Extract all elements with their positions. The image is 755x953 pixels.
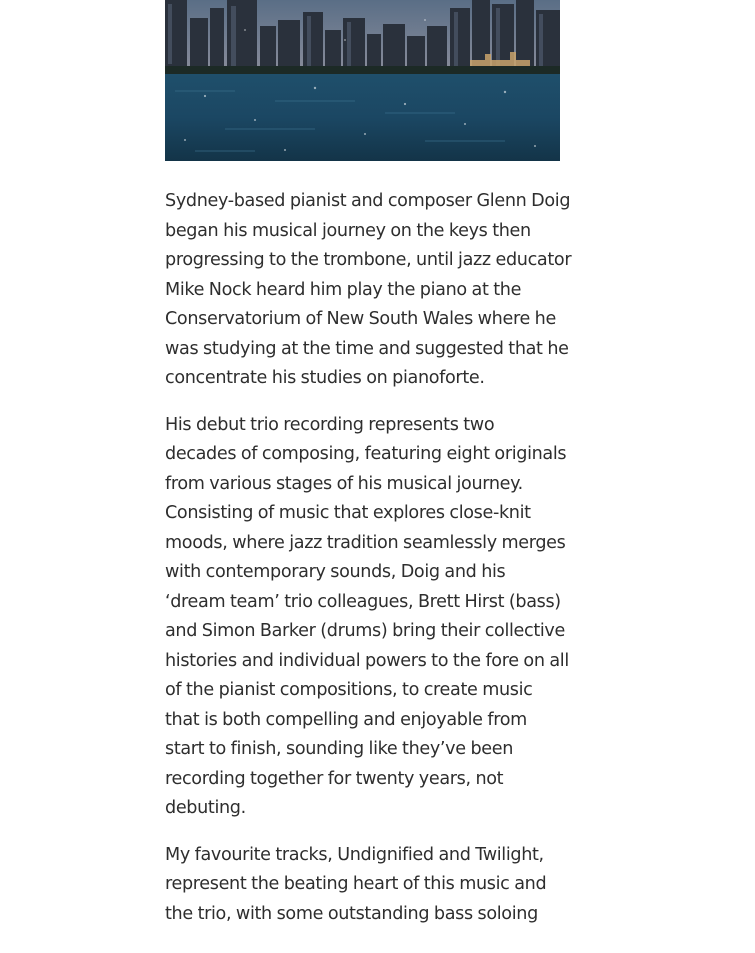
- hero-image: [165, 0, 560, 161]
- article-body: [165, 0, 585, 946]
- sydney-harbour-skyline-photo: [165, 0, 560, 161]
- paragraph-debut-trio: His debut trio recording represents two decades of composing, featuring eight originals from various stages of his musical journey. Consisting of music that explores close-knit moods, where jazz tradition seamlessly merges with contemporary sounds, Doig and his ‘dream team’ trio colleagues, Brett Hirst (bass) and Simon Barker (drums) bring their collective histories and individual powers to the fore on all of the pianist compositions, to create music that is both compelling and enjoyable from start to finish, sounding like they’ve been recording together for twenty years, not debuting.: [165, 414, 569, 818]
- paragraph-favourite-tracks: My favourite tracks, Undignified and Twilight, represent the beating heart of this music and the trio, with some outstanding bass soloing: [165, 844, 547, 924]
- paragraph-intro: Sydney-based pianist and composer Glenn Doig began his musical journey on the keys then progressing to the trombone, until jazz educator Mike Nock heard him play the piano at the Conservatorium of New South Wales where he was studying at the time and suggested that he concentrate his studies on pianoforte.: [165, 191, 572, 388]
- article-text: [165, 187, 585, 929]
